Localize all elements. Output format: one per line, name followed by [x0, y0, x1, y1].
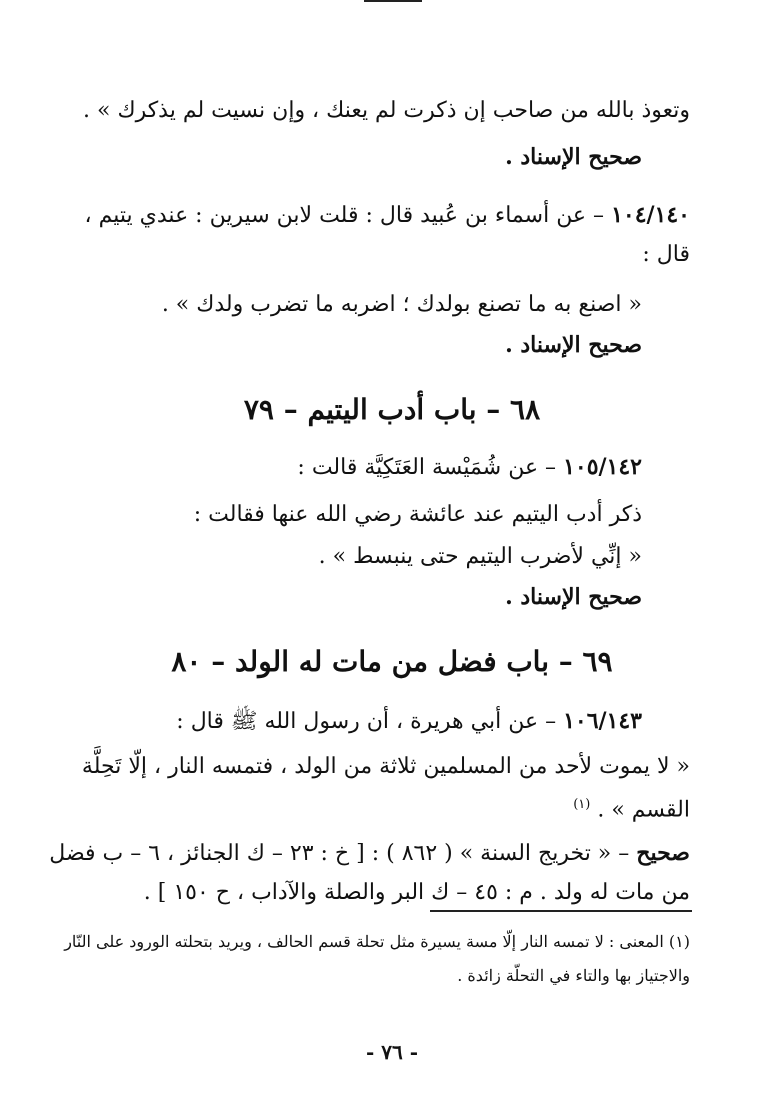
text-line: وتعوذ بالله من صاحب إن ذكرت لم يعنك ، وإن نسيت لم يذكرك » . [83, 98, 690, 123]
hadith-106-line2: « لا يموت لأحد من المسلمين ثلاثة من الولد ، فتمسه النار ، إلّا تَحِلَّة [81, 754, 690, 779]
footnote-line1: (١) المعنى : لا تمسه النار إلّا مسة يسيرة مثل تحلة قسم الحالف ، ويريد بتحلته الورود على النّار [64, 932, 690, 951]
hadith-106-line1 [176, 706, 642, 737]
hadith-105-line3: « إنِّي لأضرب اليتيم حتى ينبسط » . [318, 544, 642, 569]
hadith-text: القسم » . [597, 797, 690, 823]
hadith-106-grade-line2: من مات له ولد . م : ٤٥ – ك البر والصلة والآداب ، ح ١٥٠ ] . [143, 880, 690, 905]
footnote-separator [430, 910, 692, 912]
footnote-line2: والاجتياز بها والتاء في التحلّة زائدة . [457, 966, 690, 985]
hadith-number: ١٠٦/١٤٣ [563, 708, 642, 734]
chapter-heading-69: ٦٩ – باب فضل من مات له الولد – ٨٠ [171, 645, 613, 678]
hadith-text: – عن أسماء بن عُبيد قال : قلت لابن سيرين : عندي يتيم ، [84, 203, 612, 228]
grade-text: – « تخريج السنة » ( ٨٦٢ ) : [ خ : ٢٣ – ك الجنائز ، ٦ – ب فضل [49, 841, 637, 866]
hadith-text: – عن شُمَيْسة العَتَكِيَّة قالت : [297, 455, 564, 480]
grade-line: صحيح الإسناد . [505, 584, 642, 610]
hadith-number: ١٠٥/١٤٢ [563, 454, 642, 480]
page-number: - ٧٦ - [365, 1040, 418, 1064]
hadith-105-line2: ذكر أدب اليتيم عند عائشة رضي الله عنها فقالت : [193, 502, 642, 527]
hadith-104-line2: قال : [642, 242, 690, 267]
top-rule [364, 0, 422, 2]
hadith-104-line1 [85, 200, 690, 231]
hadith-106-grade-line1 [49, 838, 690, 869]
hadith-105-line1 [297, 452, 642, 483]
hadith-number: ١٠٤/١٤٠ [611, 202, 690, 228]
grade-label: صحيح [636, 840, 690, 866]
grade-line: صحيح الإسناد . [505, 332, 642, 358]
hadith-text: – عن أبي هريرة ، أن رسول الله ﷺ قال : [176, 709, 564, 734]
chapter-heading-68: ٦٨ – باب أدب اليتيم – ٧٩ [243, 393, 541, 426]
hadith-106-line3 [573, 790, 690, 825]
grade-line: صحيح الإسناد . [505, 144, 642, 170]
footnote-ref: (١) [573, 797, 591, 812]
hadith-104-line3: « اصنع به ما تصنع بولدك ؛ اضربه ما تضرب ولدك » . [161, 292, 642, 317]
